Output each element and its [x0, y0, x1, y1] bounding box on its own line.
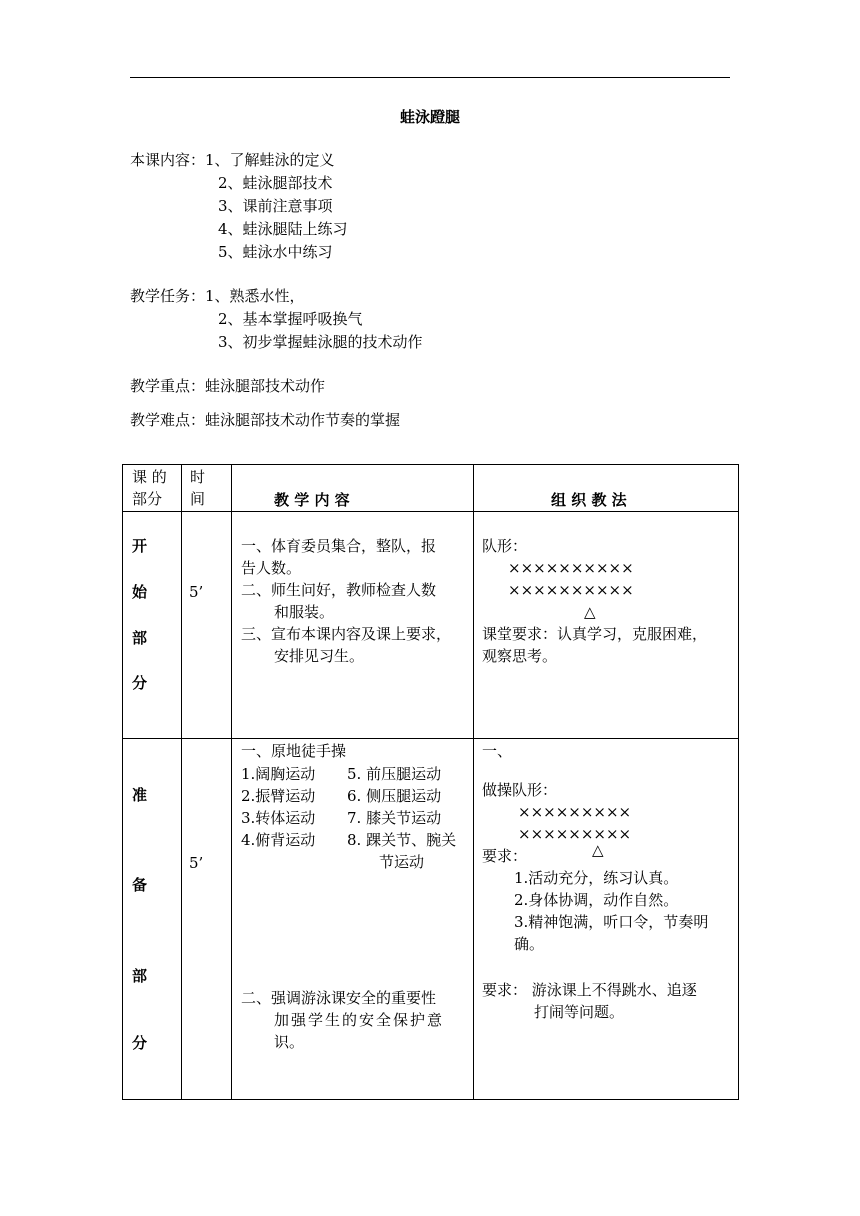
method-line: 课堂要求：认真学习，克服困难， [482, 625, 708, 643]
method-line: 要求： [482, 847, 528, 865]
part-char: 始 [132, 583, 148, 601]
content-line: 安排见习生。 [274, 647, 365, 665]
content-line: 一、原地徒手操 [241, 742, 347, 760]
exercise-item: 1.阔胸运动 [241, 765, 316, 783]
method-line: 2.身体协调，动作自然。 [514, 891, 679, 909]
part-char: 分 [132, 1034, 148, 1052]
part-char: 开 [132, 537, 148, 555]
content-line: 一、体育委员集合，整队，报 [241, 537, 437, 555]
exercise-item: 3.转体运动 [241, 809, 316, 827]
content-line: 和服装。 [274, 603, 335, 621]
method-line: 一、 [482, 742, 513, 760]
content-label: 本课内容： [130, 151, 206, 169]
task-item: 3、初步掌握蛙泳腿的技术动作 [218, 333, 423, 351]
part-char: 准 [132, 786, 148, 804]
method-line: 要求： 游泳课上不得跳水、追逐 [482, 981, 697, 999]
task-item: 2、基本掌握呼吸换气 [218, 310, 363, 328]
part-char: 部 [132, 629, 148, 647]
formation-row: ×××××××××× [508, 559, 634, 577]
method-line: 打闹等问题。 [534, 1003, 625, 1021]
part-char: 分 [132, 674, 148, 692]
difficulty: 教学难点：蛙泳腿部技术动作节奏的掌握 [130, 411, 401, 429]
exercise-item: 6. 侧压腿运动 [347, 787, 442, 805]
method-line: 确。 [514, 935, 545, 953]
formation-row: ××××××××× [518, 803, 632, 821]
formation-row: ×××××××××× [508, 581, 634, 599]
header-part: 课 的 [132, 468, 167, 486]
header-rule [130, 77, 730, 78]
header-time: 间 [190, 490, 206, 508]
header-part: 部分 [132, 490, 163, 508]
table-header-row [123, 465, 739, 512]
duration: 5’ [189, 854, 204, 872]
content-item: 1、了解蛙泳的定义 [205, 151, 335, 169]
formation-label: 队形： [482, 537, 528, 555]
content-item: 5、蛙泳水中练习 [218, 243, 333, 261]
part-char: 备 [132, 876, 148, 894]
content-line: 告人数。 [241, 559, 302, 577]
exercise-item: 5. 前压腿运动 [347, 765, 442, 783]
teacher-triangle: △ [584, 603, 596, 621]
content-line: 加强学生的安全保护意 [274, 1011, 445, 1029]
method-line: 1.活动充分，练习认真。 [514, 869, 679, 887]
header-method: 组 织 教 法 [551, 491, 627, 509]
exercise-item: 8. 踝关节、腕关 [347, 831, 457, 849]
content-line: 二、师生问好，教师检查人数 [241, 581, 437, 599]
exercise-item: 7. 膝关节运动 [347, 809, 442, 827]
content-item: 3、课前注意事项 [218, 197, 333, 215]
content-line: 识。 [274, 1033, 305, 1051]
task-item: 1、熟悉水性， [205, 287, 305, 305]
header-time: 时 [190, 468, 206, 486]
duration: 5’ [189, 583, 204, 601]
content-item: 4、蛙泳腿陆上练习 [218, 220, 348, 238]
content-line: 二、强调游泳课安全的重要性 [241, 989, 437, 1007]
lesson-table [122, 464, 739, 1100]
part-char: 部 [132, 967, 148, 985]
method-line: 观察思考。 [482, 647, 558, 665]
exercise-item: 4.俯背运动 [241, 831, 316, 849]
table-row [123, 739, 739, 1100]
formation-row: ××××××××× [518, 825, 632, 843]
exercise-item: 2.振臂运动 [241, 787, 316, 805]
key-point: 教学重点：蛙泳腿部技术动作 [130, 377, 326, 395]
content-line: 三、宣布本课内容及课上要求， [241, 625, 452, 643]
document-title: 蛙泳蹬腿 [399, 108, 460, 126]
tasks-label: 教学任务： [130, 287, 206, 305]
exercise-item: 节运动 [379, 853, 425, 871]
teacher-triangle: △ [592, 841, 604, 859]
header-content: 教 学 内 容 [274, 491, 350, 509]
formation-label: 做操队形： [482, 781, 558, 799]
content-item: 2、蛙泳腿部技术 [218, 174, 333, 192]
method-line: 3.精神饱满，听口令，节奏明 [514, 913, 709, 931]
table-row [123, 512, 739, 739]
